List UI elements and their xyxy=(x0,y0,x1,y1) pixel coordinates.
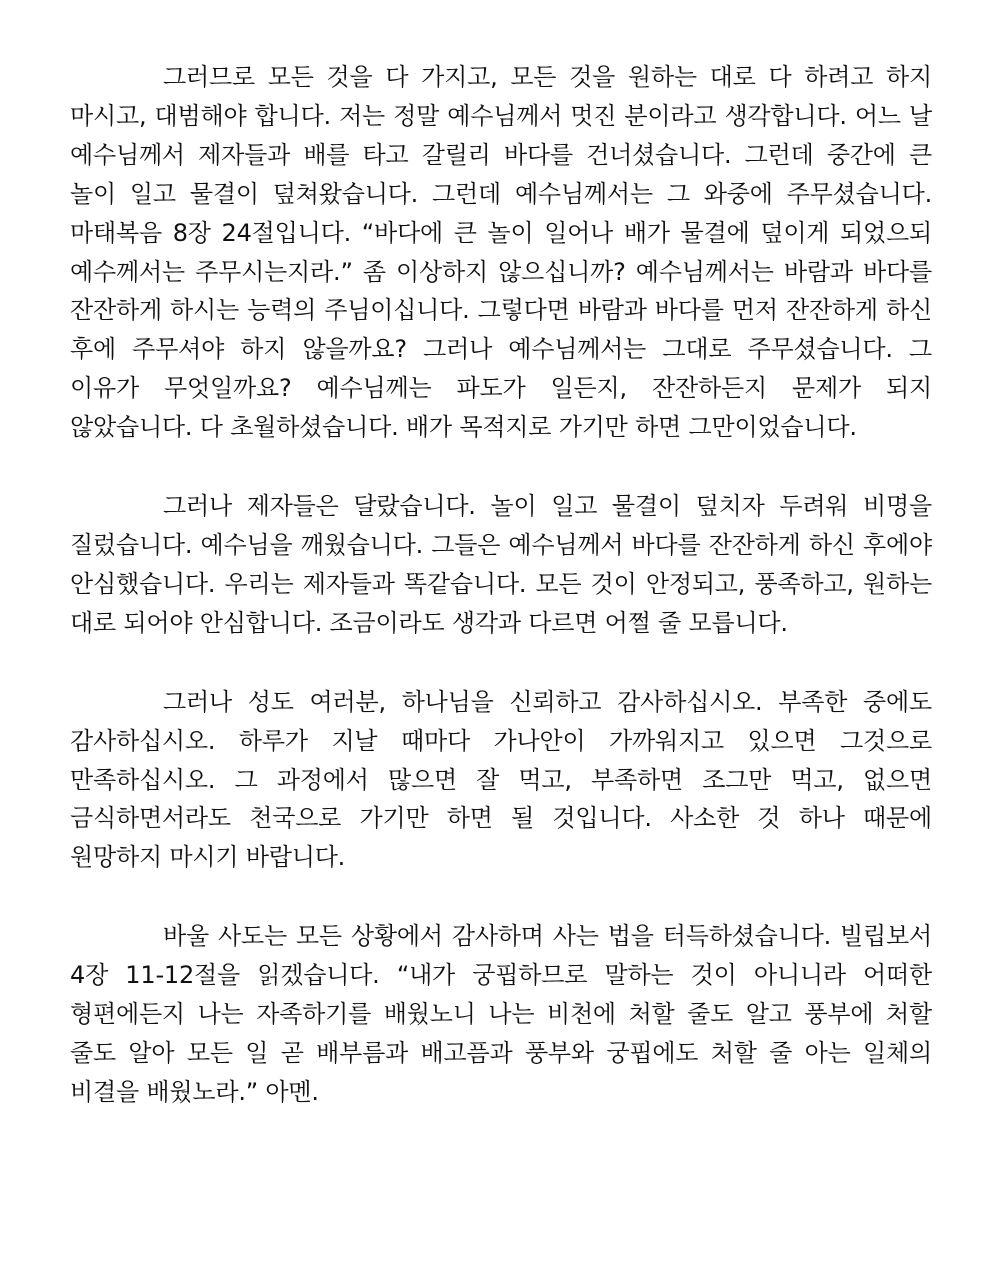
document-page xyxy=(70,58,932,1112)
paragraph-3: 그러나 성도 여러분, 하나님을 신뢰하고 감사하십시오. 부족한 중에도 감사하십시오. 하루가 지날 때마다 가나안이 가까워지고 있으면 그것으로 만족하십시오. 그 과정에서 많으면 잘 먹고, 부족하면 조그만 먹고, 없으면 금식하면서라도 천국으로 가기만 하면 될 것입니다. 사소한 것 하나 때문에 원망하지 마시기 바랍니다. xyxy=(70,687,932,872)
paragraph-1: 그러므로 모든 것을 다 가지고, 모든 것을 원하는 대로 다 하려고 하지 마시고, 대범해야 합니다. 저는 정말 예수님께서 멋진 분이라고 생각합니다. 어느 날 예수님께서 제자들과 배를 타고 갈릴리 바다를 건너셨습니다. 그런데 중간에 큰 놀이 일고 물결이 덮쳐왔습니다. 그런데 예수님께서는 그 와중에 주무셨습니다. 마태복음 8장 24절입니다. “바다에 큰 놀이 일어나 배가 물결에 덮이게 되었으되 예수께서는 주무시는지라.” 좀 이상하지 않으십니까? 예수님께서는 바람과 바다를 잔잔하게 하시는 능력의 주님이십니다. 그렇다면 바람과 바다를 먼저 잔잔하게 하신 후에 주무셔야 하지 않을까요? 그러나 예수님께서는 그대로 주무셨습니다. 그 이유가 무엇일까요? 예수님께는 파도가 일든지, 잔잔하든지 문제가 되지 않았습니다. 다 초월하셨습니다. 배가 목적지로 가기만 하면 그만이었습니다. xyxy=(70,63,932,442)
paragraph-2: 그러나 제자들은 달랐습니다. 놀이 일고 물결이 덮치자 두려워 비명을 질렀습니다. 예수님을 깨웠습니다. 그들은 예수님께서 바다를 잔잔하게 하신 후에야 안심했습니다. 우리는 제자들과 똑같습니다. 모든 것이 안정되고, 풍족하고, 원하는 대로 되어야 안심합니다. 조금이라도 생각과 다르면 어쩔 줄 모릅니다. xyxy=(70,492,932,637)
paragraph-4: 바울 사도는 모든 상황에서 감사하며 사는 법을 터득하셨습니다. 빌립보서 4장 11-12절을 읽겠습니다. “내가 궁핍하므로 말하는 것이 아니니라 어떠한 형편에든지 나는 자족하기를 배웠노니 나는 비천에 처할 줄도 알고 풍부에 처할 줄도 알아 모든 일 곧 배부름과 배고픔과 풍부와 궁핍에도 처할 줄 아는 일체의 비결을 배웠노라.” 아멘. xyxy=(70,922,932,1106)
